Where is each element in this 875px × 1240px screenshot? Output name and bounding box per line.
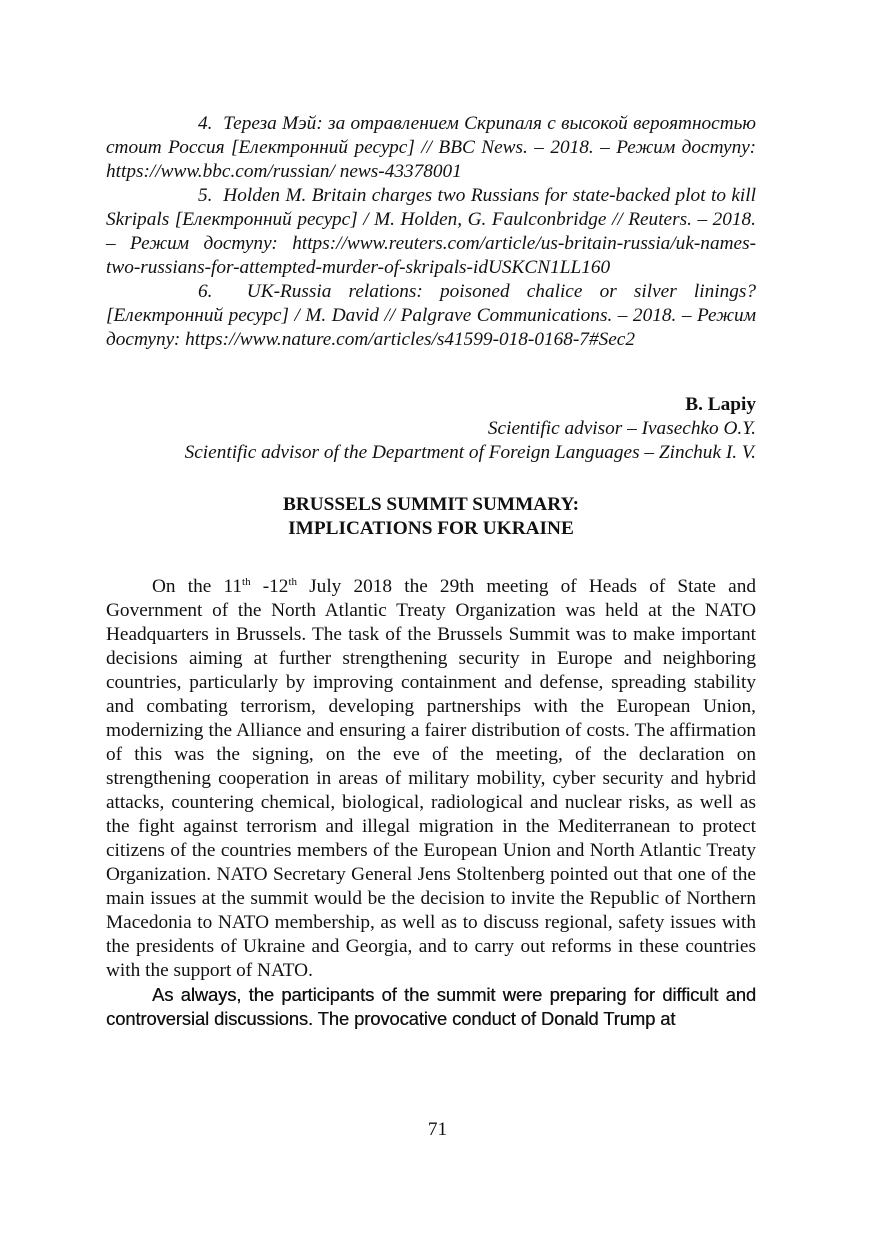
- reference-list: [106, 112, 756, 352]
- scientific-advisor: Scientific advisor – Ivasechko O.Y.: [487, 418, 756, 439]
- reference-text: Holden M. Britain charges two Russians for state-backed plot to kill Skripals [Електронний ресурс] / M. Holden, G. Faulconbridge // Reuters. – 2018. – Режим доступу: https://www.reuters.com/article/us-britain-russia/uk-names-two-russians-for-attempted-murder-of-skripals-idUSKCN1LL160: [106, 185, 756, 278]
- reference-number: 5.: [198, 185, 213, 206]
- reference-text: UK-Russia relations: poisoned chalice or silver linings? [Електронний ресурс] / M. David // Palgrave Communications. – 2018. – Режим доступу: https://www.nature.com/articles/s41599-018-0168-7#Sec2: [106, 281, 756, 350]
- ordinal-suffix: th: [288, 576, 298, 588]
- title-line: BRUSSELS SUMMIT SUMMARY:: [282, 494, 580, 515]
- reference-number: 4.: [198, 113, 213, 134]
- document-page: [106, 112, 756, 1031]
- reference-item: [106, 112, 756, 184]
- reference-text: Тереза Мэй: за отравлением Скрипаля с высокой вероятностью стоит Россия [Електронний ресурс] // BBC News. – 2018. – Режим доступу: https://www.bbc.com/russian/ news-43378001: [106, 113, 757, 182]
- paragraph: As always, the participants of the summit were preparing for difficult and controversial discussions. The provocative conduct of Donald Trump at: [106, 984, 756, 1029]
- title-line: IMPLICATIONS FOR UKRAINE: [288, 518, 574, 539]
- reference-item: [106, 280, 756, 352]
- author-block: [106, 393, 756, 465]
- article-title: [106, 493, 756, 541]
- language-advisor: Scientific advisor of the Department of Foreign Languages – Zinchuk I. V.: [184, 442, 756, 463]
- article-body: [106, 575, 756, 1031]
- paragraph: On the 11th -12th July 2018 the 29th meeting of Heads of State and Government of the North Atlantic Treaty Organization was held at the NATO Headquarters in Brussels. The task of the Brussels Summit was to make important decisions aiming at further strengthening security in Europe and neighboring countries, particularly by improving containment and defense, spreading stability and combating terrorism, developing partnerships with the European Union, modernizing the Alliance and ensuring a fairer distribution of costs. The affirmation of this was the signing, on the eve of the meeting, of the declaration on strengthening cooperation in areas of military mobility, cyber security and hybrid attacks, countering chemical, biological, radiological and nuclear risks, as well as the fight against terrorism and illegal migration in the Mediterranean to protect citizens of the countries members of the European Union and North Atlantic Treaty Organization. NATO Secretary General Jens Stoltenberg pointed out that one of the main issues at the summit would be the decision to invite the Republic of Northern Macedonia to NATO membership, as well as to discuss regional, safety issues with the presidents of Ukraine and Georgia, and to carry out reforms in these countries with the support of NATO.: [106, 576, 756, 981]
- author-name: B. Lapiy: [685, 394, 756, 415]
- ordinal-suffix: th: [242, 576, 251, 588]
- reference-number: 6.: [198, 281, 213, 302]
- reference-item: [106, 184, 756, 280]
- page-number: 71: [427, 1119, 448, 1140]
